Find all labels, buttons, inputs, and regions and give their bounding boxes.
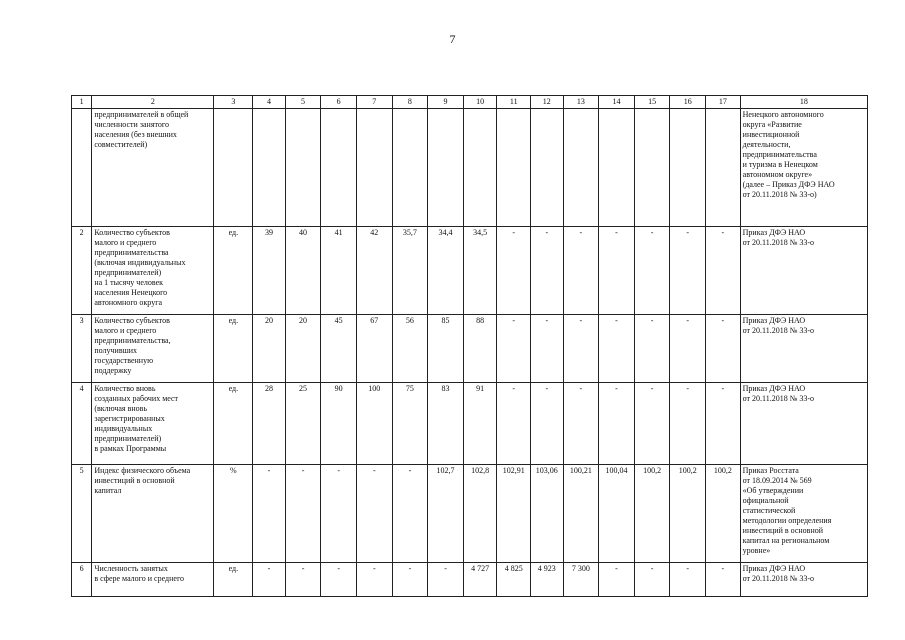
value-cell: - (428, 563, 464, 597)
value-cell: - (531, 315, 564, 383)
value-cell: - (706, 383, 741, 465)
value-cell: 45 (321, 315, 357, 383)
indicators-table (71, 95, 868, 597)
value-cell: - (321, 465, 357, 563)
value-cell: 103,06 (531, 465, 564, 563)
header-cell: 8 (392, 96, 428, 109)
value-cell (285, 109, 321, 227)
value-cell: 100 (356, 383, 392, 465)
value-cell: 4 825 (497, 563, 531, 597)
value-cell: - (599, 383, 635, 465)
value-cell: 4 727 (463, 563, 497, 597)
value-cell (428, 109, 464, 227)
value-cell: - (670, 563, 706, 597)
value-cell: - (531, 383, 564, 465)
value-cell (706, 109, 741, 227)
value-cell: - (531, 227, 564, 315)
value-cell: - (599, 227, 635, 315)
value-cell: 100,04 (599, 465, 635, 563)
header-cell: 13 (563, 96, 599, 109)
header-cell: 2 (92, 96, 214, 109)
value-cell: - (497, 227, 531, 315)
source-cell: Приказ Росстата от 18.09.2014 № 569 «Об утверждении официальной статистической методологии определения инвестиций в основной капитал на региональном уровне» (740, 465, 867, 563)
value-cell: 83 (428, 383, 464, 465)
header-cell: 11 (497, 96, 531, 109)
value-cell: - (356, 465, 392, 563)
table-row (72, 465, 868, 563)
value-cell: - (599, 315, 635, 383)
table-row (72, 227, 868, 315)
value-cell: 28 (253, 383, 286, 465)
unit-cell: ед. (214, 563, 253, 597)
row-index: 6 (72, 563, 92, 597)
header-cell: 15 (634, 96, 670, 109)
value-cell (531, 109, 564, 227)
value-cell (497, 109, 531, 227)
value-cell: 34,4 (428, 227, 464, 315)
value-cell (634, 109, 670, 227)
value-cell: - (253, 465, 286, 563)
value-cell: - (356, 563, 392, 597)
header-cell: 18 (740, 96, 867, 109)
value-cell: 102,8 (463, 465, 497, 563)
value-cell (599, 109, 635, 227)
table-row (72, 109, 868, 227)
value-cell: 75 (392, 383, 428, 465)
value-cell: 102,7 (428, 465, 464, 563)
value-cell: 85 (428, 315, 464, 383)
header-cell: 7 (356, 96, 392, 109)
indicator-name: Индекс физического объема инвестиций в основной капитал (92, 465, 214, 563)
value-cell: 39 (253, 227, 286, 315)
row-index: 4 (72, 383, 92, 465)
header-cell: 5 (285, 96, 321, 109)
value-cell: 40 (285, 227, 321, 315)
value-cell (463, 109, 497, 227)
value-cell: 35,7 (392, 227, 428, 315)
unit-cell: ед. (214, 227, 253, 315)
value-cell: - (321, 563, 357, 597)
indicator-name: Количество субъектов малого и среднего предпринимательства (включая индивидуальных предпринимателей) на 1 тысячу человек населения Ненецкого автономного округа (92, 227, 214, 315)
indicator-name: Численность занятых в сфере малого и среднего (92, 563, 214, 597)
value-cell: - (599, 563, 635, 597)
header-cell: 12 (531, 96, 564, 109)
value-cell: - (563, 315, 599, 383)
value-cell (670, 109, 706, 227)
value-cell: - (670, 315, 706, 383)
row-index (72, 109, 92, 227)
value-cell: 100,2 (706, 465, 741, 563)
value-cell (356, 109, 392, 227)
unit-cell: % (214, 465, 253, 563)
value-cell: 100,2 (634, 465, 670, 563)
value-cell: 41 (321, 227, 357, 315)
value-cell: - (706, 227, 741, 315)
header-cell: 3 (214, 96, 253, 109)
source-cell: Ненецкого автономного округа «Развитие инвестиционной деятельности, предпринимательства и туризма в Ненецком автономном округе» (далее – Приказ ДФЭ НАО от 20.11.2018 № 33-о) (740, 109, 867, 227)
value-cell: - (497, 383, 531, 465)
unit-cell (214, 109, 253, 227)
value-cell: - (563, 227, 599, 315)
value-cell: - (670, 227, 706, 315)
source-cell: Приказ ДФЭ НАО от 20.11.2018 № 33-о (740, 315, 867, 383)
value-cell: - (634, 315, 670, 383)
value-cell: - (392, 563, 428, 597)
header-cell: 14 (599, 96, 635, 109)
value-cell: 102,91 (497, 465, 531, 563)
value-cell (392, 109, 428, 227)
value-cell: - (634, 227, 670, 315)
header-cell: 17 (706, 96, 741, 109)
source-cell: Приказ ДФЭ НАО от 20.11.2018 № 33-о (740, 383, 867, 465)
unit-cell: ед. (214, 315, 253, 383)
indicator-name: предпринимателей в общей численности занятого населения (без внешних совместителей) (92, 109, 214, 227)
value-cell: 100,2 (670, 465, 706, 563)
table-row (72, 383, 868, 465)
value-cell: - (706, 315, 741, 383)
table-row (72, 563, 868, 597)
value-cell: - (285, 465, 321, 563)
indicator-name: Количество субъектов малого и среднего предпринимательства, получивших государственную поддержку (92, 315, 214, 383)
header-cell: 10 (463, 96, 497, 109)
indicator-name: Количество вновь созданных рабочих мест (включая вновь зарегистрированных индивидуальных предпринимателей) в рамках Программы (92, 383, 214, 465)
unit-cell: ед. (214, 383, 253, 465)
header-row (72, 96, 868, 109)
header-cell: 1 (72, 96, 92, 109)
value-cell (321, 109, 357, 227)
value-cell: 20 (253, 315, 286, 383)
value-cell: 42 (356, 227, 392, 315)
value-cell: 25 (285, 383, 321, 465)
value-cell: 4 923 (531, 563, 564, 597)
value-cell: 20 (285, 315, 321, 383)
header-cell: 16 (670, 96, 706, 109)
value-cell: - (634, 383, 670, 465)
value-cell: 34,5 (463, 227, 497, 315)
value-cell: 90 (321, 383, 357, 465)
header-cell: 9 (428, 96, 464, 109)
value-cell: 100,21 (563, 465, 599, 563)
value-cell: - (634, 563, 670, 597)
value-cell: - (670, 383, 706, 465)
source-cell: Приказ ДФЭ НАО от 20.11.2018 № 33-о (740, 563, 867, 597)
value-cell: - (253, 563, 286, 597)
value-cell: 56 (392, 315, 428, 383)
value-cell: 88 (463, 315, 497, 383)
page-number: 7 (449, 32, 456, 46)
row-index: 2 (72, 227, 92, 315)
value-cell (563, 109, 599, 227)
value-cell: 7 300 (563, 563, 599, 597)
row-index: 3 (72, 315, 92, 383)
value-cell: - (285, 563, 321, 597)
value-cell (253, 109, 286, 227)
value-cell: - (497, 315, 531, 383)
row-index: 5 (72, 465, 92, 563)
header-cell: 6 (321, 96, 357, 109)
value-cell: 67 (356, 315, 392, 383)
table-row (72, 315, 868, 383)
value-cell: - (563, 383, 599, 465)
value-cell: 91 (463, 383, 497, 465)
value-cell: - (392, 465, 428, 563)
value-cell: - (706, 563, 741, 597)
source-cell: Приказ ДФЭ НАО от 20.11.2018 № 33-о (740, 227, 867, 315)
header-cell: 4 (253, 96, 286, 109)
